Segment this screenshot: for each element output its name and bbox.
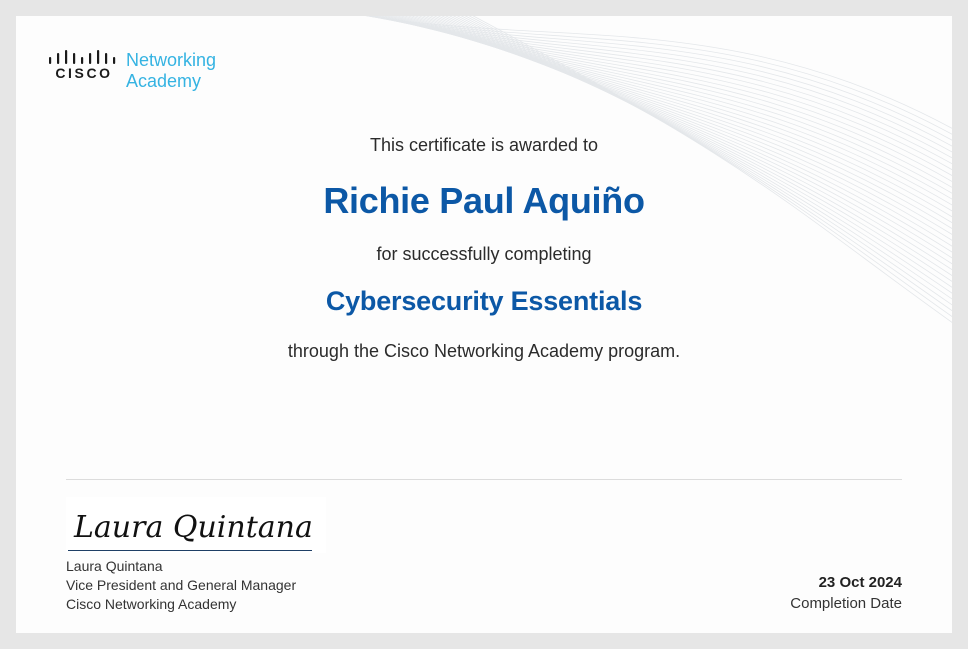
program-text: through the Cisco Networking Academy program.	[287, 341, 681, 361]
cisco-logo	[48, 50, 120, 81]
signature-line	[68, 550, 312, 551]
course-name: Cybersecurity Essentials	[325, 286, 643, 316]
completion-date-block	[790, 572, 902, 614]
svg-text:Laura Quintana: Laura Quintana	[74, 510, 313, 545]
completion-date: 23 Oct 2024	[818, 574, 902, 591]
completion-date-label: Completion Date	[790, 595, 902, 612]
footer-divider	[66, 479, 902, 480]
background-wave-line	[442, 16, 952, 315]
background-wave-line	[450, 16, 952, 326]
completing-text: for successfully completing	[376, 244, 592, 264]
handwritten-signature	[66, 497, 326, 553]
signatory-details	[66, 557, 296, 614]
recipient-name: Richie Paul Aquiño	[323, 180, 645, 221]
signatory-organization: Cisco Networking Academy	[66, 596, 237, 612]
signatory-title: Vice President and General Manager	[66, 577, 297, 593]
background-wave-line	[455, 16, 952, 332]
networking-academy-text	[126, 50, 216, 92]
logo-networking: Networking	[126, 50, 217, 70]
cisco-wordmark: CISCO	[55, 65, 113, 81]
logo-academy: Academy	[126, 71, 202, 91]
background-wave-line	[446, 16, 952, 320]
awarded-to-text: This certificate is awarded to	[369, 135, 599, 155]
certificate-body	[16, 16, 952, 633]
cisco-bars-icon	[48, 50, 120, 64]
signatory-name: Laura Quintana	[66, 558, 163, 574]
signature-image	[66, 497, 326, 553]
background-wave-line	[324, 16, 952, 148]
cisco-networking-academy-logo	[48, 50, 216, 92]
